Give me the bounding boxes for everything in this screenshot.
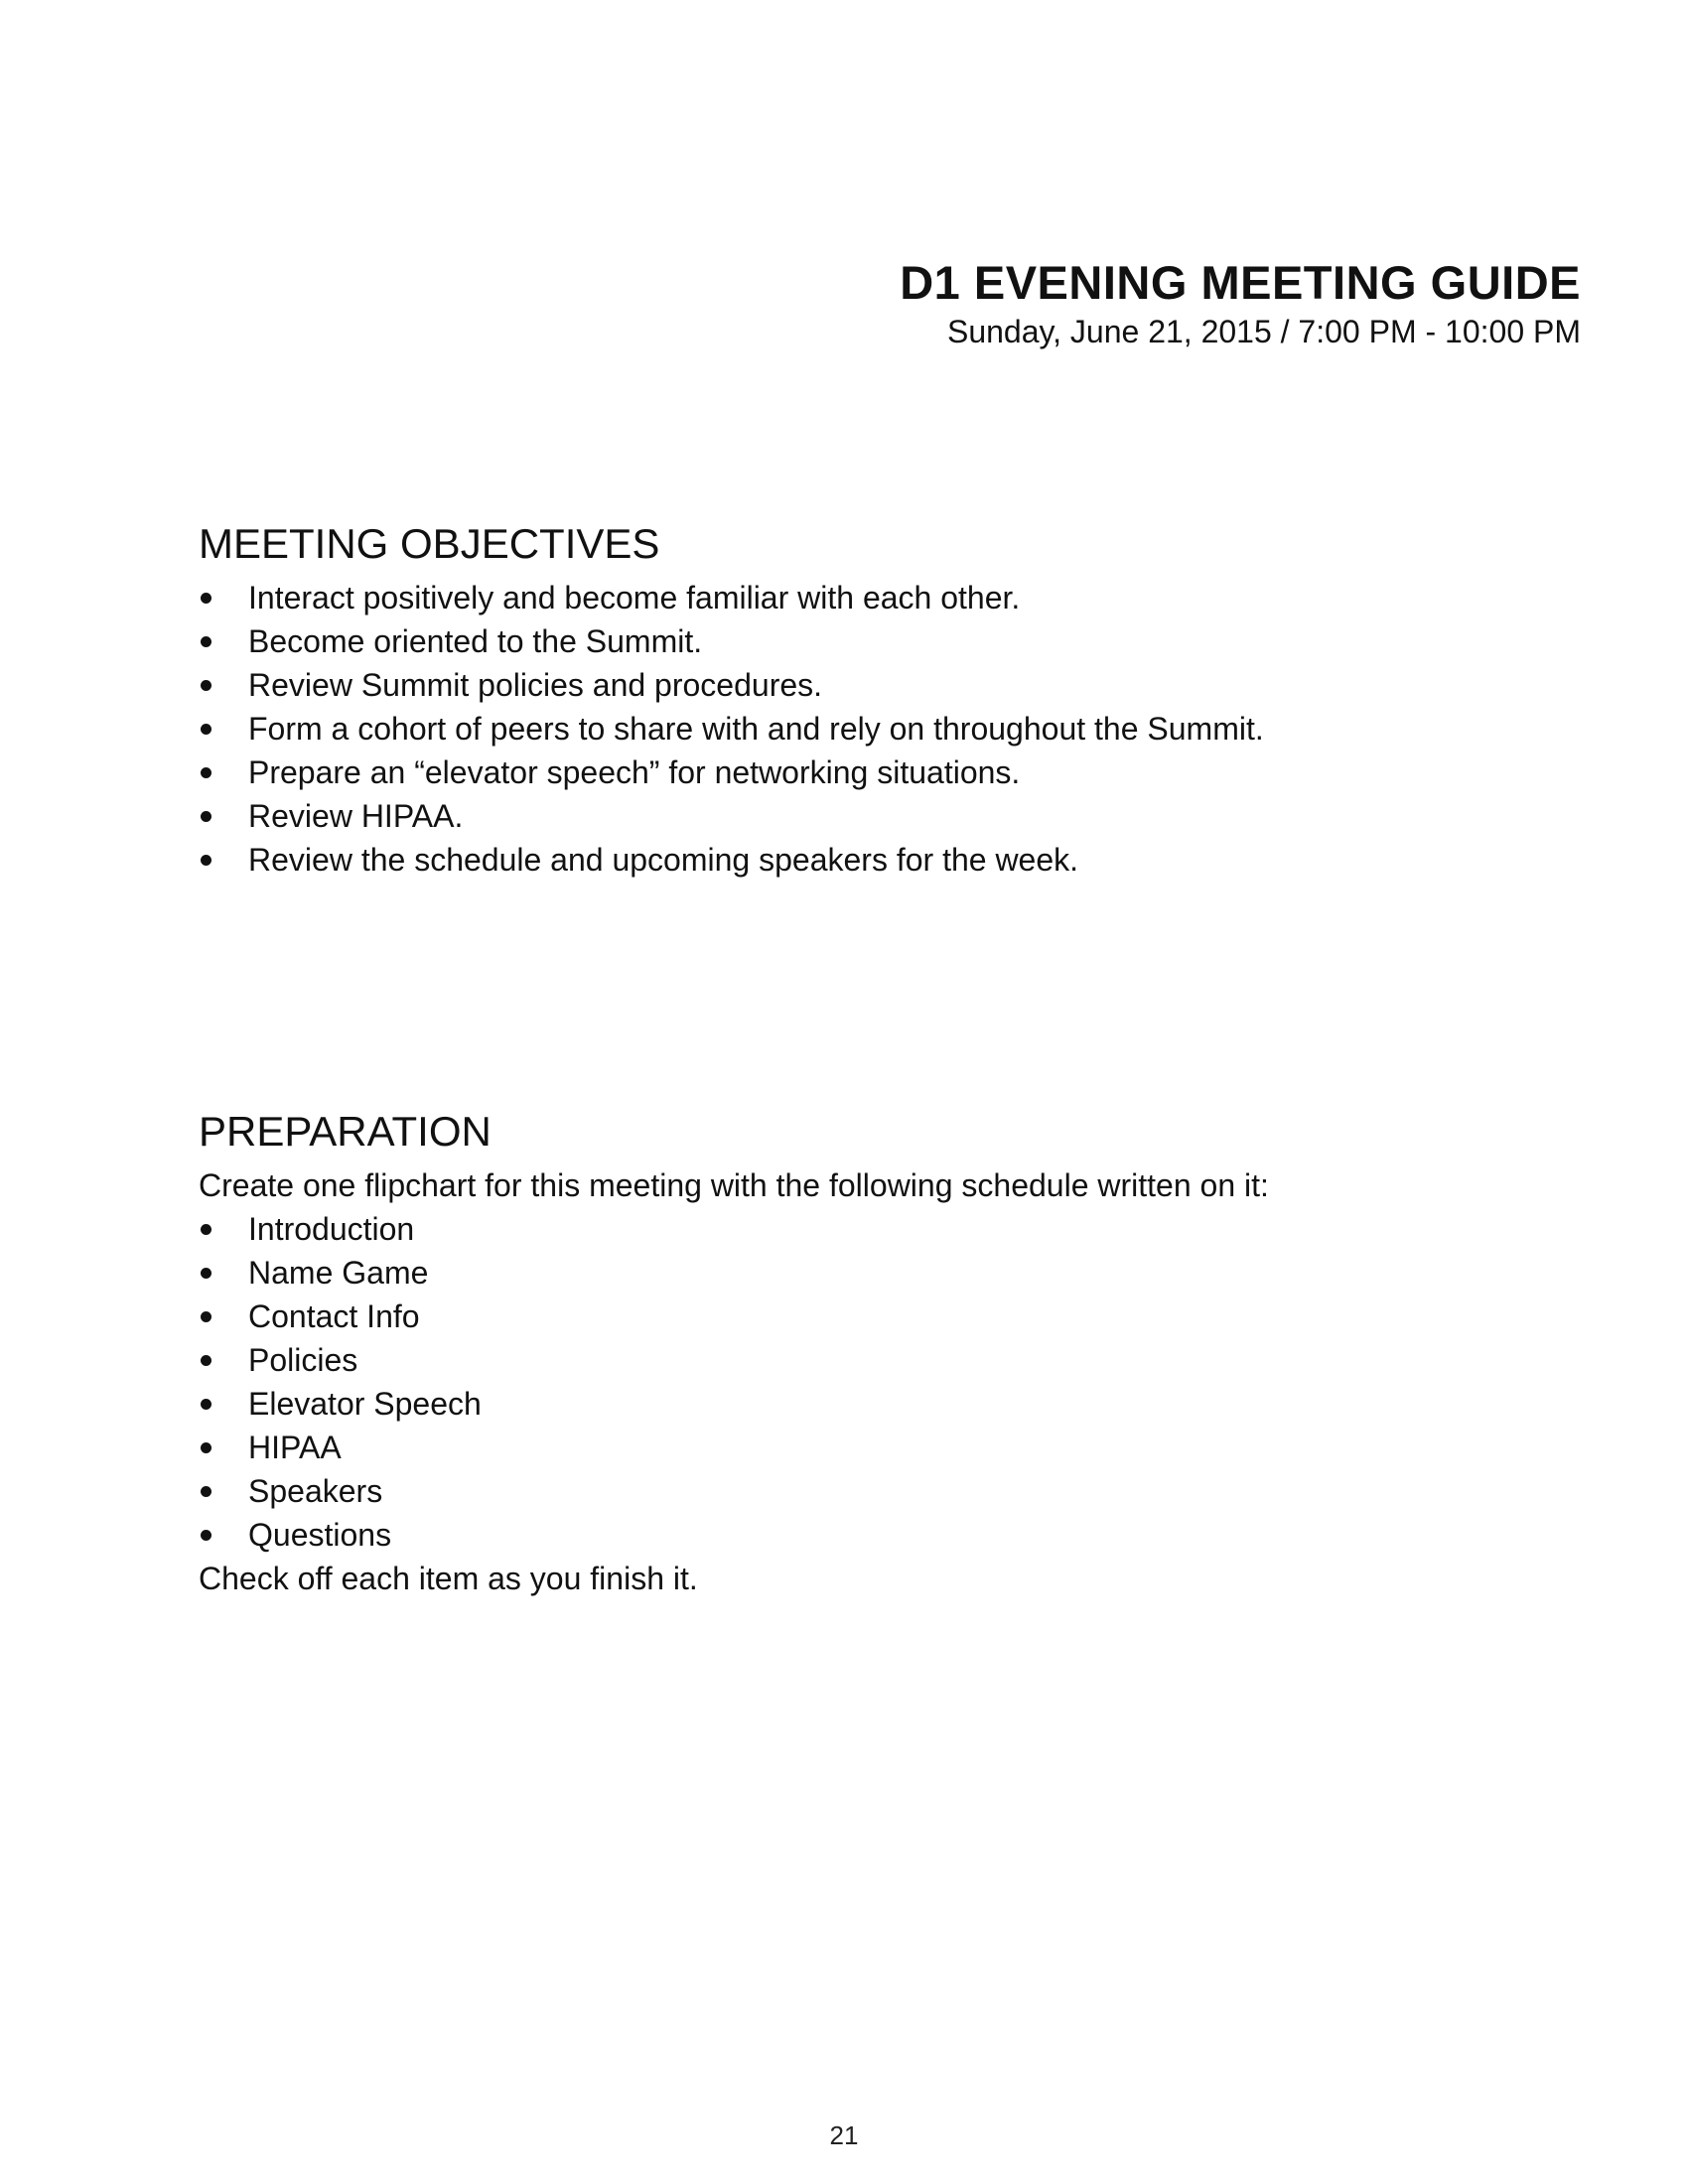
list-item xyxy=(199,1338,1569,1382)
list-item-text: Questions xyxy=(248,1517,392,1553)
bullet-icon xyxy=(201,724,211,735)
bullet-icon xyxy=(201,1486,211,1497)
list-item xyxy=(199,794,1569,838)
list-item xyxy=(199,663,1569,707)
list-item xyxy=(199,1207,1569,1251)
list-item-text: Review Summit policies and procedures. xyxy=(248,667,823,703)
bullet-icon xyxy=(201,1311,211,1322)
page-subtitle-date-time: Sunday, June 21, 2015 / 7:00 PM - 10:00 PM xyxy=(946,314,1581,349)
list-item-text: Elevator Speech xyxy=(248,1386,482,1422)
list-item-text: Prepare an “elevator speech” for networking situations. xyxy=(248,754,1021,790)
list-item xyxy=(199,1295,1569,1338)
list-item-text: Form a cohort of peers to share with and rely on throughout the Summit. xyxy=(248,711,1264,747)
bullet-icon xyxy=(201,811,211,822)
bullet-icon xyxy=(201,680,211,691)
page-number: 21 xyxy=(829,2120,859,2150)
list-item xyxy=(199,576,1569,619)
list-item-text: Introduction xyxy=(248,1211,415,1247)
list-item-text: Speakers xyxy=(248,1473,383,1509)
list-item-text: Interact positively and become familiar with each other. xyxy=(248,580,1021,615)
list-item xyxy=(199,1382,1569,1426)
schedule-list xyxy=(199,1207,1569,1557)
objectives-list xyxy=(199,576,1569,882)
list-item xyxy=(199,838,1569,882)
bullet-icon xyxy=(201,1355,211,1366)
section-heading-preparation: PREPARATION xyxy=(199,1108,492,1155)
bullet-icon xyxy=(201,636,211,647)
list-item xyxy=(199,1469,1569,1513)
bullet-icon xyxy=(201,767,211,778)
bullet-icon xyxy=(201,1224,211,1235)
list-item-text: Review the schedule and upcoming speakers for the week. xyxy=(248,842,1079,878)
bullet-icon xyxy=(201,855,211,866)
list-item xyxy=(199,707,1569,751)
list-item-text: Become oriented to the Summit. xyxy=(248,623,703,659)
page-title: D1 EVENING MEETING GUIDE xyxy=(900,256,1581,309)
list-item xyxy=(199,1251,1569,1295)
preparation-outro: Check off each item as you finish it. xyxy=(199,1561,698,1596)
list-item-text: HIPAA xyxy=(248,1430,342,1465)
list-item-text: Policies xyxy=(248,1342,358,1378)
bullet-icon xyxy=(201,1442,211,1453)
meeting-objectives-section xyxy=(199,516,1569,882)
bullet-icon xyxy=(201,1268,211,1279)
bullet-icon xyxy=(201,1530,211,1541)
page-header xyxy=(900,254,1581,351)
bullet-icon xyxy=(201,593,211,604)
section-heading-objectives: MEETING OBJECTIVES xyxy=(199,520,660,567)
list-item xyxy=(199,751,1569,794)
list-item-text: Review HIPAA. xyxy=(248,798,464,834)
list-item-text: Contact Info xyxy=(248,1298,420,1334)
list-item-text: Name Game xyxy=(248,1255,429,1291)
list-item xyxy=(199,1513,1569,1557)
preparation-intro: Create one flipchart for this meeting with the following schedule written on it: xyxy=(199,1167,1269,1203)
list-item xyxy=(199,1426,1569,1469)
list-item xyxy=(199,619,1569,663)
preparation-section xyxy=(199,1104,1569,1600)
bullet-icon xyxy=(201,1399,211,1410)
